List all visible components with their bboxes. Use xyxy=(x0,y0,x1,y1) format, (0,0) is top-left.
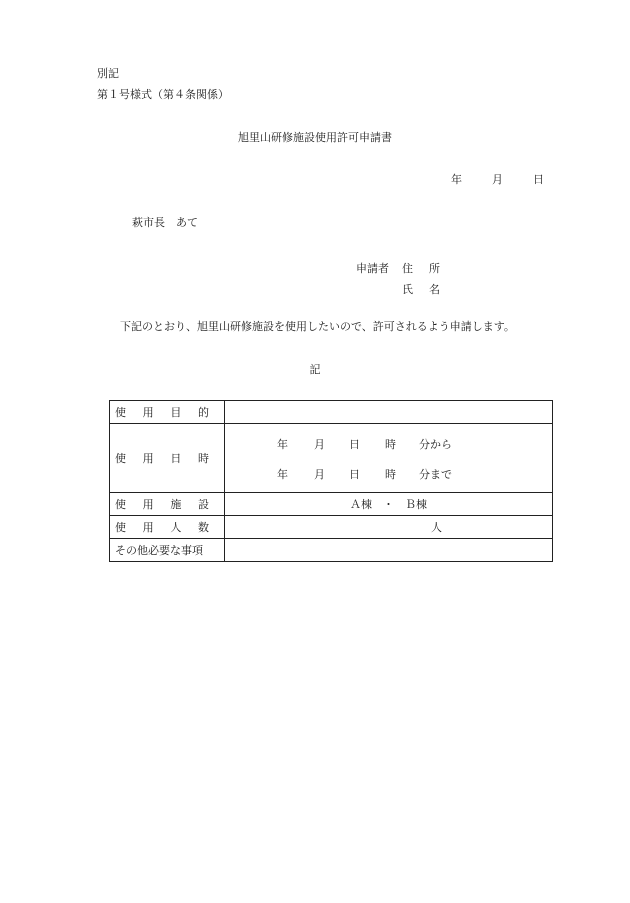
to-day: 日 xyxy=(349,468,360,481)
datetime-label-char: 日 xyxy=(170,452,182,465)
datetime-to-line xyxy=(225,460,552,490)
date-day: 日 xyxy=(533,173,544,186)
people-row xyxy=(110,516,553,539)
purpose-label-char: 的 xyxy=(197,406,209,419)
people-value[interactable]: 人 xyxy=(225,516,553,539)
datetime-label-char: 時 xyxy=(197,452,209,465)
facility-label xyxy=(110,493,225,516)
applicant-label: 申請者 xyxy=(356,261,389,275)
body-text: 下記のとおり、旭里山研修施設を使用したいので、許可されるよう申請します。 xyxy=(120,320,515,333)
from-minute: 分から xyxy=(419,438,452,451)
name-char-1: 氏 xyxy=(402,282,413,296)
purpose-value[interactable] xyxy=(225,401,553,424)
address-label xyxy=(402,262,440,276)
people-label-char: 用 xyxy=(142,521,154,534)
facility-label-char: 使 xyxy=(115,498,126,511)
applicant-name-row xyxy=(356,279,440,300)
from-hour: 時 xyxy=(385,438,396,451)
people-label xyxy=(110,516,225,539)
purpose-label xyxy=(110,401,225,424)
facility-row xyxy=(110,493,553,516)
ki-heading: 記 xyxy=(309,363,321,376)
people-label-char: 数 xyxy=(197,521,209,534)
datetime-label xyxy=(110,424,225,493)
form-number: 第１号様式（第４条関係） xyxy=(97,88,229,101)
datetime-value[interactable] xyxy=(225,424,553,493)
addressee: 萩市長 あて xyxy=(132,216,198,229)
other-value[interactable] xyxy=(225,539,553,562)
name-label xyxy=(402,283,440,297)
to-year: 年 xyxy=(277,468,288,481)
people-label-char: 人 xyxy=(170,521,182,534)
address-char-1: 住 xyxy=(402,261,413,275)
date-year: 年 xyxy=(451,173,462,186)
facility-label-char: 施 xyxy=(170,498,182,511)
other-label: その他必要な事項 xyxy=(110,539,225,562)
facility-label-char: 設 xyxy=(197,498,209,511)
from-year: 年 xyxy=(277,438,288,451)
facility-label-char: 用 xyxy=(142,498,154,511)
datetime-row xyxy=(110,424,553,493)
applicant-address-row xyxy=(356,258,440,279)
application-table xyxy=(109,400,553,562)
datetime-label-char: 使 xyxy=(115,452,126,465)
applicant-block xyxy=(356,258,440,300)
datetime-from-line xyxy=(225,430,552,460)
purpose-label-char: 使 xyxy=(115,406,126,419)
to-minute: 分まで xyxy=(419,468,452,481)
name-char-2: 名 xyxy=(429,282,440,296)
date-month: 月 xyxy=(492,173,503,186)
purpose-label-char: 目 xyxy=(170,406,182,419)
from-day: 日 xyxy=(349,438,360,451)
from-month: 月 xyxy=(314,438,325,451)
purpose-label-char: 用 xyxy=(142,406,154,419)
purpose-row xyxy=(110,401,553,424)
other-row xyxy=(110,539,553,562)
to-hour: 時 xyxy=(385,468,396,481)
to-month: 月 xyxy=(314,468,325,481)
facility-value[interactable]: Ａ棟 ・ Ｂ棟 xyxy=(225,493,553,516)
people-label-char: 使 xyxy=(115,521,126,534)
document-title: 旭里山研修施設使用許可申請書 xyxy=(238,131,392,144)
address-char-2: 所 xyxy=(429,261,440,275)
appendix-label: 別記 xyxy=(97,67,119,80)
datetime-label-char: 用 xyxy=(142,452,154,465)
date-line xyxy=(451,173,544,187)
